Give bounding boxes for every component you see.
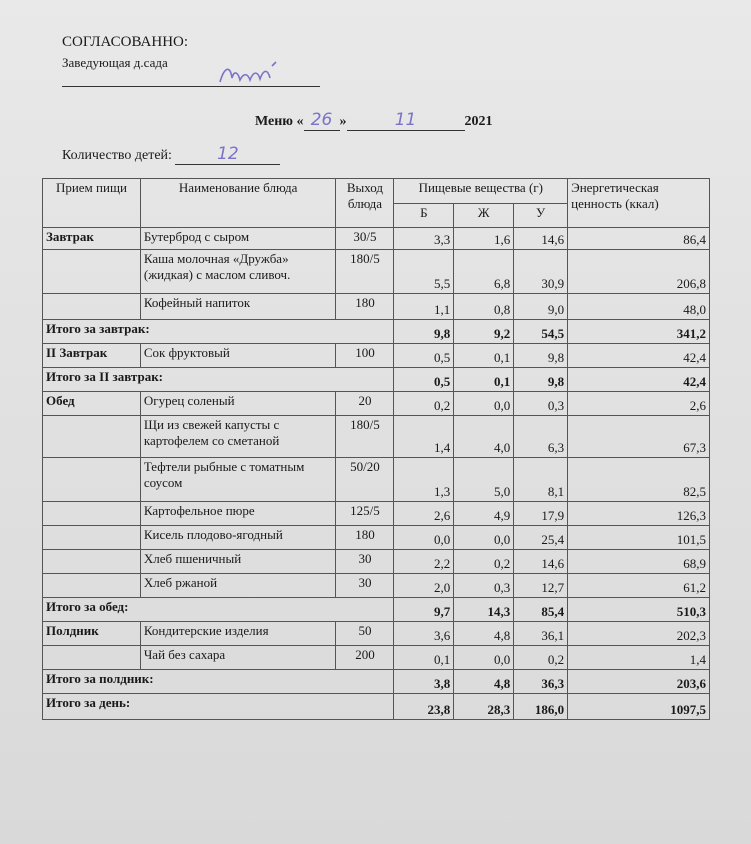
protein-cell: 9,7 (394, 598, 454, 622)
protein-cell: 23,8 (394, 694, 454, 720)
table-row (43, 574, 710, 598)
yield-cell: 100 (336, 344, 394, 368)
fat-cell: 0,2 (454, 550, 514, 574)
dish-cell: Бутерброд с сыром (140, 228, 336, 250)
protein-cell: 0,5 (394, 344, 454, 368)
meal-cell: Полдник (43, 622, 141, 646)
dish-cell: Огурец соленый (140, 392, 336, 416)
dish-cell: Щи из свежей капусты с картофелем со сметаной (140, 416, 336, 458)
table-row (43, 458, 710, 502)
children-count: 12 (217, 144, 239, 164)
energy-cell: 1097,5 (568, 694, 710, 720)
menu-table (42, 178, 710, 720)
table-row (43, 416, 710, 458)
table-row (43, 344, 710, 368)
header-fat: Ж (454, 203, 514, 228)
carbs-cell: 9,0 (514, 294, 568, 320)
header-carbs: У (514, 203, 568, 228)
meal-cell (43, 526, 141, 550)
table-row (43, 228, 710, 250)
header-protein: Б (394, 203, 454, 228)
yield-cell: 180/5 (336, 416, 394, 458)
energy-cell: 68,9 (568, 550, 710, 574)
approver-title: Заведующая д.сада (62, 55, 168, 70)
dish-cell: Хлеб ржаной (140, 574, 336, 598)
yield-cell: 125/5 (336, 502, 394, 526)
meal-cell: Завтрак (43, 228, 141, 250)
signature-line (62, 86, 320, 87)
energy-cell: 48,0 (568, 294, 710, 320)
total-label: Итого за обед: (43, 598, 394, 622)
total-label: Итого за завтрак: (43, 320, 394, 344)
carbs-cell: 14,6 (514, 550, 568, 574)
total-row (43, 598, 710, 622)
total-row (43, 694, 710, 720)
yield-cell: 180 (336, 526, 394, 550)
protein-cell: 2,6 (394, 502, 454, 526)
fat-cell: 4,0 (454, 416, 514, 458)
yield-cell: 50/20 (336, 458, 394, 502)
yield-cell: 180/5 (336, 250, 394, 294)
table-row (43, 250, 710, 294)
table-header-row (43, 179, 710, 204)
meal-cell (43, 294, 141, 320)
fat-cell: 0,8 (454, 294, 514, 320)
menu-prefix: Меню « (255, 114, 304, 129)
header-yield: Выход блюда (336, 179, 394, 228)
protein-cell: 0,0 (394, 526, 454, 550)
protein-cell: 2,0 (394, 574, 454, 598)
protein-cell: 0,5 (394, 368, 454, 392)
energy-cell: 82,5 (568, 458, 710, 502)
approval-heading: СОГЛАСОВАННО: (62, 34, 189, 50)
energy-cell: 61,2 (568, 574, 710, 598)
energy-cell: 206,8 (568, 250, 710, 294)
energy-cell: 101,5 (568, 526, 710, 550)
carbs-cell: 25,4 (514, 526, 568, 550)
table-row (43, 392, 710, 416)
protein-cell: 0,2 (394, 392, 454, 416)
yield-cell: 20 (336, 392, 394, 416)
energy-cell: 341,2 (568, 320, 710, 344)
total-row (43, 320, 710, 344)
dish-cell: Картофельное пюре (140, 502, 336, 526)
protein-cell: 2,2 (394, 550, 454, 574)
fat-cell: 9,2 (454, 320, 514, 344)
carbs-cell: 54,5 (514, 320, 568, 344)
fat-cell: 14,3 (454, 598, 514, 622)
handwritten-signature (214, 60, 284, 88)
carbs-cell: 186,0 (514, 694, 568, 720)
carbs-cell: 14,6 (514, 228, 568, 250)
menu-table-body (43, 228, 710, 720)
fat-cell: 28,3 (454, 694, 514, 720)
table-row (43, 526, 710, 550)
yield-cell: 30 (336, 574, 394, 598)
carbs-cell: 17,9 (514, 502, 568, 526)
fat-cell: 0,3 (454, 574, 514, 598)
fat-cell: 4,8 (454, 622, 514, 646)
energy-cell: 510,3 (568, 598, 710, 622)
menu-date-line (255, 110, 493, 131)
table-row (43, 294, 710, 320)
protein-cell: 5,5 (394, 250, 454, 294)
children-count-line (62, 144, 280, 165)
yield-cell: 180 (336, 294, 394, 320)
total-label: Итого за II завтрак: (43, 368, 394, 392)
energy-cell: 42,4 (568, 344, 710, 368)
fat-cell: 4,8 (454, 670, 514, 694)
carbs-cell: 9,8 (514, 368, 568, 392)
carbs-cell: 36,3 (514, 670, 568, 694)
dish-cell: Кофейный напиток (140, 294, 336, 320)
header-dish: Наименование блюда (140, 179, 336, 228)
fat-cell: 4,9 (454, 502, 514, 526)
table-row (43, 622, 710, 646)
meal-cell (43, 646, 141, 670)
dish-cell: Каша молочная «Дружба» (жидкая) с маслом сливоч. (140, 250, 336, 294)
energy-cell: 203,6 (568, 670, 710, 694)
fat-cell: 1,6 (454, 228, 514, 250)
meal-cell (43, 502, 141, 526)
protein-cell: 3,8 (394, 670, 454, 694)
menu-year: 2021 (464, 114, 493, 129)
carbs-cell: 9,8 (514, 344, 568, 368)
carbs-cell: 0,3 (514, 392, 568, 416)
header-energy: Энергетическая ценность (ккал) (568, 179, 710, 228)
fat-cell: 0,0 (454, 646, 514, 670)
table-row (43, 502, 710, 526)
yield-cell: 200 (336, 646, 394, 670)
dish-cell: Кондитерские изделия (140, 622, 336, 646)
meal-cell (43, 574, 141, 598)
header-nutrients: Пищевые вещества (г) (394, 179, 568, 204)
children-label: Количество детей: (62, 148, 172, 163)
header-meal: Прием пищи (43, 179, 141, 228)
protein-cell: 9,8 (394, 320, 454, 344)
table-row (43, 550, 710, 574)
protein-cell: 3,6 (394, 622, 454, 646)
energy-cell: 86,4 (568, 228, 710, 250)
menu-day: 26 (310, 110, 333, 130)
carbs-cell: 0,2 (514, 646, 568, 670)
menu-month: 11 (394, 110, 417, 130)
yield-cell: 30/5 (336, 228, 394, 250)
carbs-cell: 6,3 (514, 416, 568, 458)
carbs-cell: 30,9 (514, 250, 568, 294)
total-row (43, 670, 710, 694)
carbs-cell: 85,4 (514, 598, 568, 622)
energy-cell: 42,4 (568, 368, 710, 392)
fat-cell: 6,8 (454, 250, 514, 294)
meal-cell (43, 458, 141, 502)
meal-cell (43, 416, 141, 458)
fat-cell: 0,1 (454, 368, 514, 392)
energy-cell: 67,3 (568, 416, 710, 458)
energy-cell: 1,4 (568, 646, 710, 670)
total-row (43, 368, 710, 392)
dish-cell: Хлеб пшеничный (140, 550, 336, 574)
fat-cell: 0,1 (454, 344, 514, 368)
fat-cell: 0,0 (454, 526, 514, 550)
energy-cell: 2,6 (568, 392, 710, 416)
protein-cell: 1,4 (394, 416, 454, 458)
meal-cell: II Завтрак (43, 344, 141, 368)
fat-cell: 0,0 (454, 392, 514, 416)
dish-cell: Сок фруктовый (140, 344, 336, 368)
total-label: Итого за день: (43, 694, 394, 720)
carbs-cell: 8,1 (514, 458, 568, 502)
carbs-cell: 12,7 (514, 574, 568, 598)
menu-mid: » (339, 114, 347, 129)
protein-cell: 0,1 (394, 646, 454, 670)
meal-cell (43, 550, 141, 574)
fat-cell: 5,0 (454, 458, 514, 502)
protein-cell: 1,3 (394, 458, 454, 502)
total-label: Итого за полдник: (43, 670, 394, 694)
dish-cell: Кисель плодово-ягодный (140, 526, 336, 550)
yield-cell: 30 (336, 550, 394, 574)
table-row (43, 646, 710, 670)
energy-cell: 126,3 (568, 502, 710, 526)
protein-cell: 1,1 (394, 294, 454, 320)
carbs-cell: 36,1 (514, 622, 568, 646)
dish-cell: Чай без сахара (140, 646, 336, 670)
dish-cell: Тефтели рыбные с томатным соусом (140, 458, 336, 502)
protein-cell: 3,3 (394, 228, 454, 250)
energy-cell: 202,3 (568, 622, 710, 646)
yield-cell: 50 (336, 622, 394, 646)
meal-cell: Обед (43, 392, 141, 416)
meal-cell (43, 250, 141, 294)
